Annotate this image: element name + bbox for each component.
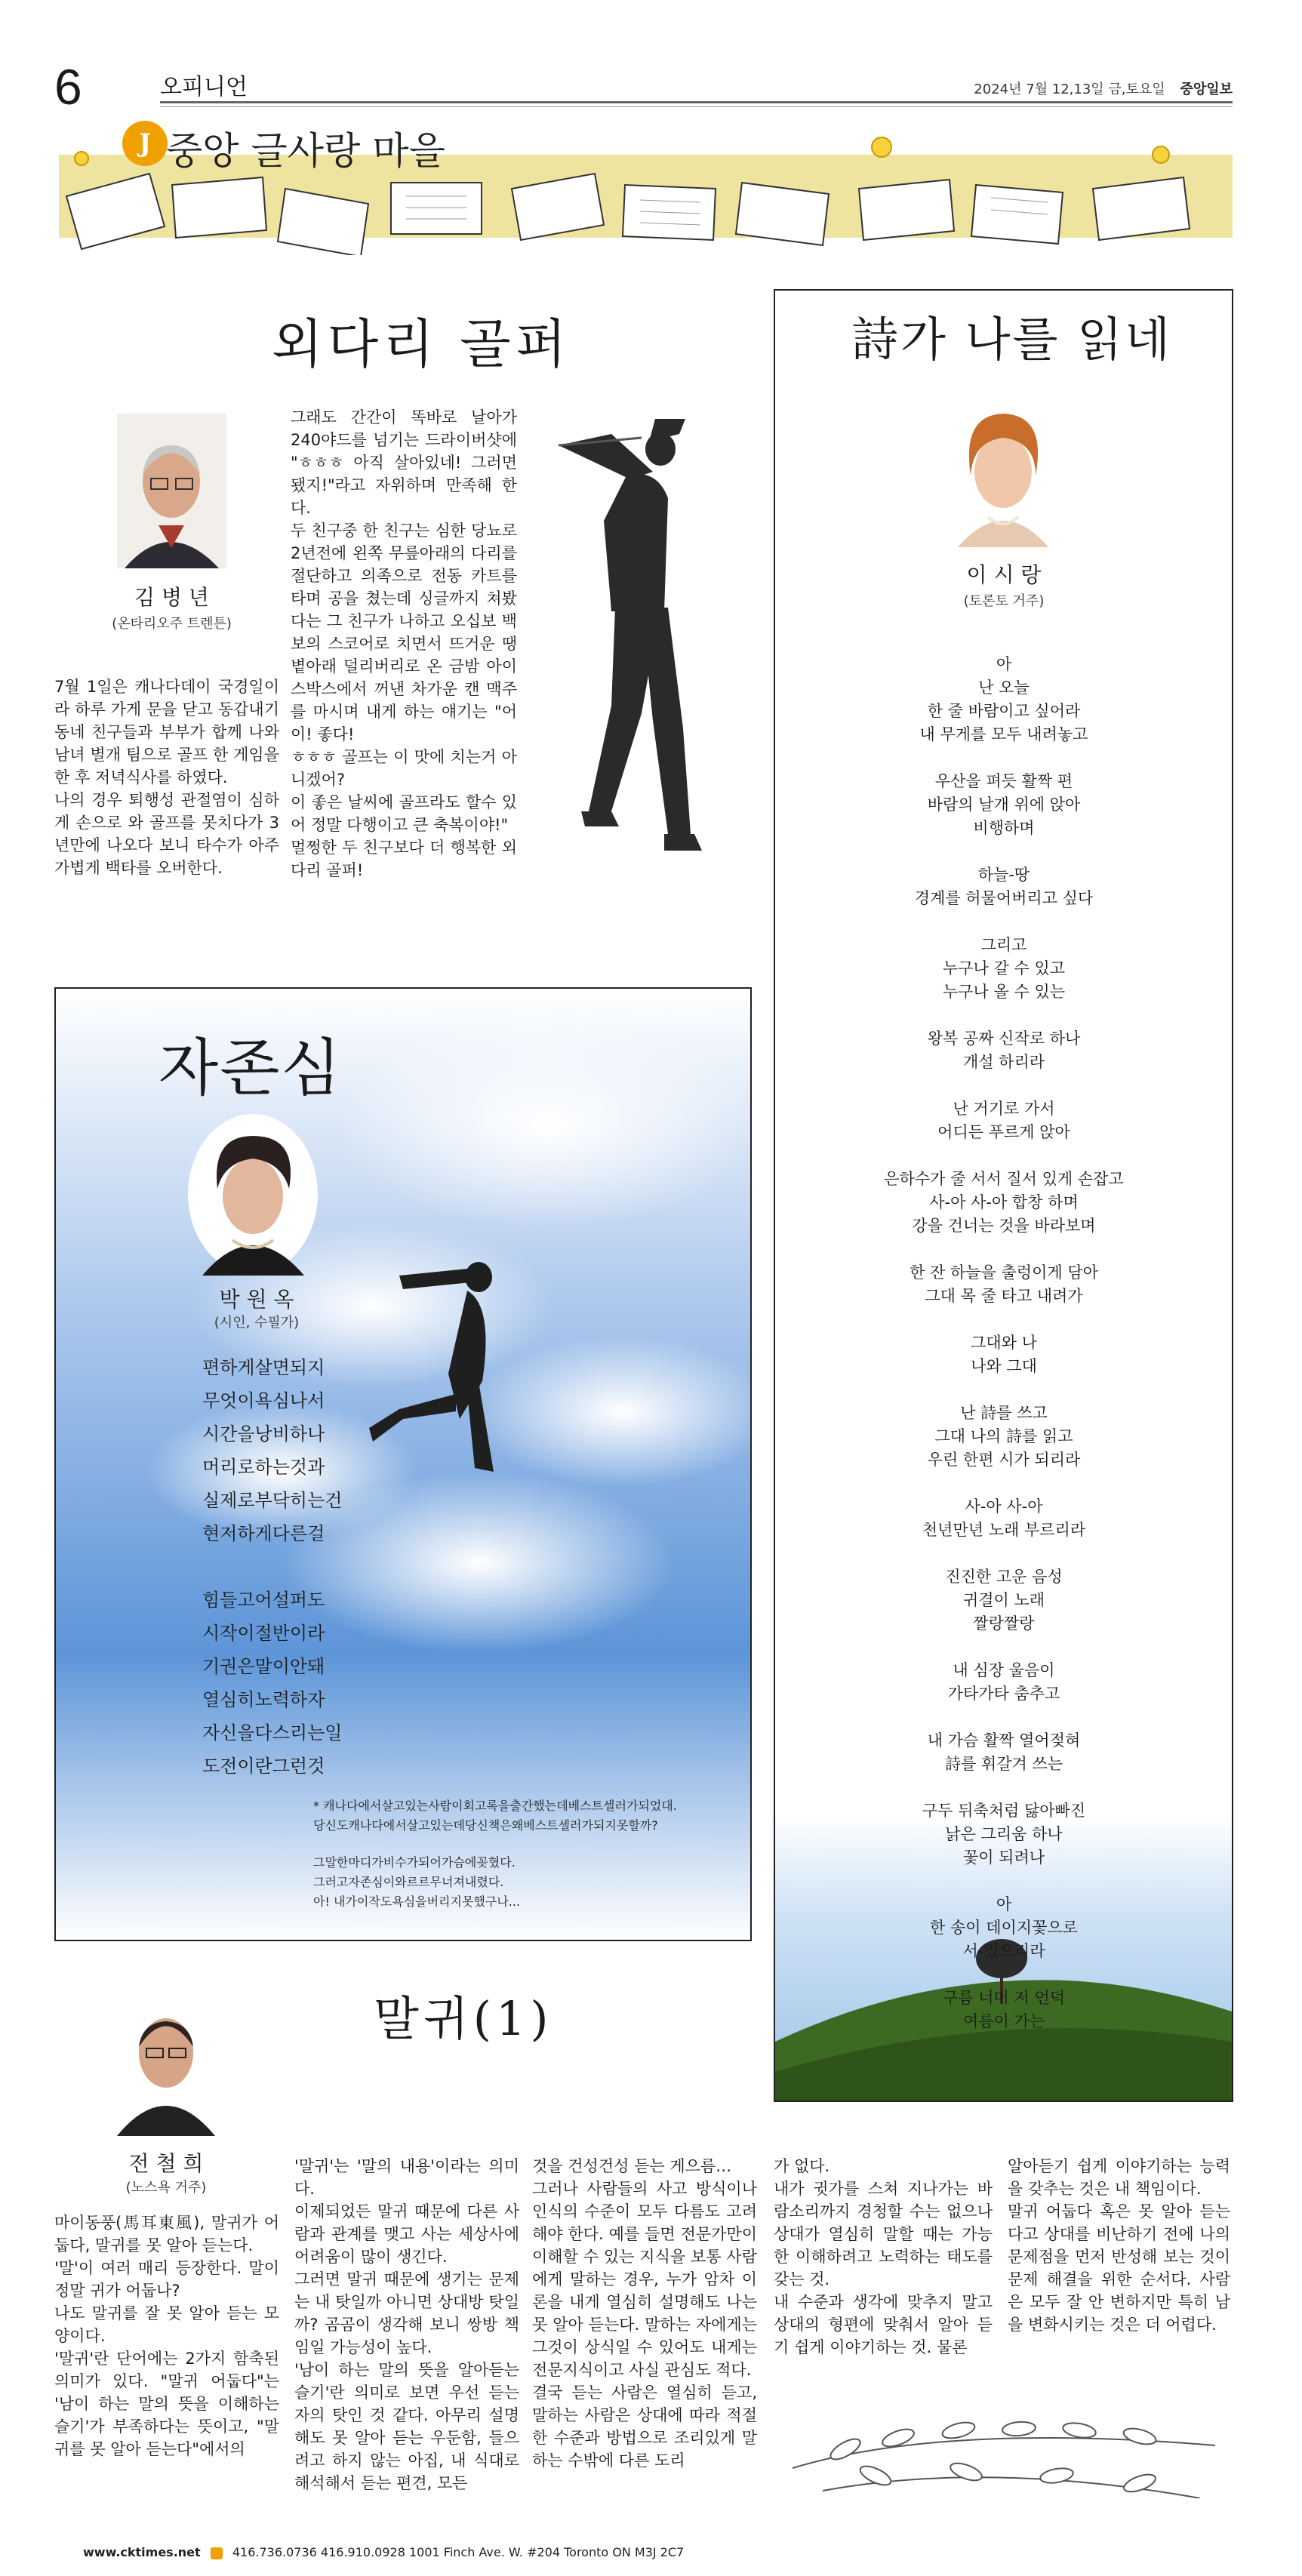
article4-column-3: 것을 건성건성 듣는 게으름… 그러나 사람들의 사고 방식이나 인식의 수준이 모두 다름도 고려해야 한다. 예를 들면 전문가만이 이해할 수 있는 지식을 보통 사람에게 말하는 경우, 누가 암차 이론을 내게 열심히 설명해도 나는 못 알아 듣는다. 말하는 자에게는 그것이 상식일 수 있어도 내게는 전문지식이고 사실 관심도 적다. 결국 듣는 사람은 열심히 듣고, 말하는 사람은 상대에 따라 적절한 수준과 방법으로 조리있게 말하는 수밖에 다른 도리 [532,2157,757,2470]
author-location-kim: (온타리오주 트렌튼) [112,616,232,632]
poem-reads-me-text: 아 난 오늘 한 줄 바람이고 싶어라 내 무게를 모두 내려놓고 우산을 펴듯 활짝 편 바람의 날개 위에 앉아 비행하며 하늘-땅 경계를 허물어버리고 싶다 그리고 누구나 갈 수 있고 누구나 올 수 있는 왕복 공짜 신작로 하나 개설 하리라 난 거기로 가서 어디든 푸르게 앉아 은하수가 줄 서서 질서 있게 손잡고 사-아 사-아 합창 하며 강을 건너는 것을 바라보며 한 잔 하늘을 출렁이게 담아 그대 목 줄 타고 내려가 그대와 나 나와 그대 난 詩를 쓰고 그대 나의 詩를 읽고 우린 한편 시가 되리라 사-아 사-아 천년만년 노래 부르리라 진진한 고운 음성 귀결이 노래 짤랑짤랑 내 심장 울음이 가타가타 춤추고 내 가슴 활짝 열어젖혀 詩를 휘갈겨 쓰는 구두 뒤축처럼 닳아빠진 낡은 그리움 하나 꽃이 되려나 아 한 송이 데이지꽃으로 서-있으리라 구름 너머 저 언덕 여름이 가는 [884,655,1124,2030]
header-rule-thin [160,106,1233,107]
dateline [974,78,1233,98]
author-name-lee: 이 시 랑 [966,562,1042,587]
author-photo-jeon [113,1993,219,2136]
author-name-jeon: 전 철 희 [128,2151,204,2176]
author-location-lee: (토론토 거주) [963,593,1045,609]
article4-column-5: 알아듣기 쉽게 이야기하는 능력을 갖추는 것은 내 책임이다. 말귀 어둡다 혹은 못 알아 듣는다고 상대를 비난하기 전에 나의 문제점을 먼저 반성해 보는 것이 문제 해결을 위한 순서다. 사람은 모두 잘 안 변하지만 특히 남을 변화시키는 것은 더 어렵다. [1008,2157,1230,2334]
article-title-malgwi: 말귀(1) [374,1991,553,2046]
article-title-self-esteem: 자존심 [159,1033,343,1104]
paper-name: 중앙일보 [1180,82,1233,97]
footer [83,2545,684,2559]
article4-column-4: 가 없다. 내가 귓가를 스쳐 지나가는 바람소리까지 경청할 수는 없으나 상대가 열심히 말할 때는 가능한 이해하려고 노력하는 태도를 갖는 것. 내 수준과 생각에 맞추지 말고 상대의 형편에 맞춰서 알아 듣기 쉽게 이야기하는 것. 물론 [774,2157,993,2356]
poem-footnote: * 캐나다에서살고있는사람이회고록을출간했는데베스트셀러가되었대. 당신도캐나다에서살고있는데당신책은왜베스트셀러가되지못할까? [313,1799,677,1833]
column-logo: J [122,121,168,166]
header-rule [160,101,1233,103]
page-number: 6 [54,59,82,115]
footer-contact: 416.736.0736 416.910.0928 1001 Finch Ave. W. #204 Toronto ON M3J 2C7 [232,2545,685,2559]
author-photo-kim [117,414,226,568]
poem-afterword: 그말한마디가비수가되어가슴에꽂혔다. 그러고자존심이와르르무너져내렸다. 아! 내가이작도욕심을버리지못했구나... [313,1855,521,1909]
issue-date: 2024년 7월 12,13일 금,토요일 [974,82,1165,97]
article4-column-1: 마이동풍(馬耳東風), 말귀가 어둡다, 말귀를 못 알아 듣는다. '말'이 여러 매리 등장한다. 말이 정말 귀가 어둡나? 나도 말귀를 잘 못 알아 듣는 모양이다. '말귀'란 단어에는 2가지 함축된 의미가 있다. "말귀 어둡다"는 '남이 하는 말의 뜻을 이해하는 슬기'가 부족하다는 뜻이고, "말귀를 못 알아 듣는다"에서의 [54,2214,279,2458]
phone-icon [211,2547,223,2559]
author-profession-park: (시인, 수필가) [214,1315,300,1331]
article4-column-2: '말귀'는 '말의 내용'이라는 의미다. 이제되었든 말귀 때문에 다른 사람과 관계를 맺고 사는 세상사에 어려움이 많이 생긴다. 그러면 말귀 때문에 생기는 문제는 내 탓일까 아니면 상대방 탓일까? 곰곰이 생각해 보니 쌍방 책임일 가능성이 높다. '남이 하는 말의 뜻을 알아듣는 슬기'란 의미로 보면 우선 듣는 자의 탓인 것 같다. 아무리 설명해도 못 알아 듣는 우둔함, 들으려고 하지 않는 아집, 내 식대로 해석해서 듣는 편견, 모든 [294,2157,519,2492]
author-name-kim: 김 병 년 [134,585,209,610]
author-name-park: 박 원 옥 [219,1287,294,1312]
self-esteem-poem: 편하게살면되지 무엇이욕심나서 시간을낭비하나 머리로하는것과 실제로부닥히는건 현저하게다른걸 힘들고어설퍼도 시작이절반이라 기권은말이안돼 열심히노력하자 자신을다스리는일 도전이란그런것 [202,1357,343,1777]
column-title: 중앙 글사랑 마을 [166,129,445,173]
article1-column-2: 그래도 간간이 똑바로 날아가 240야드를 넘기는 드라이버샷에 "ㅎㅎㅎ 아직 살아있네! 그러면 됐지!"라고 자위하며 만족해 한다. 두 친구중 한 친구는 심한 당뇨로 2년전에 왼쪽 무릎아래의 다리를 절단하고 의족으로 전동 카트를 타며 공을 쳤는데 싱글까지 쳐봤다는 그 친구가 나하고 오십보 백보의 스코어로 치면서 뜨거운 땡볕아래 덜리버리로 온 금밤 아이스박스에서 꺼낸 차가운 캔 맥주를 마시며 내게 하는 얘기는 "어이! 좋다! ㅎㅎㅎ 골프는 이 맛에 치는거 아니겠어? 이 좋은 날씨에 골프라도 할수 있어 정말 다행이고 큰 축복이야!" 멀쩡한 두 친구보다 더 행복한 외다리 골퍼! [291,408,517,879]
author-photo-lee [946,392,1060,547]
golfer-silhouette-image [536,411,732,857]
leaf-branch-illustration [777,2377,1230,2498]
author-location-jeon: (노스욕 거주) [125,2180,207,2196]
article1-column-1: 7월 1일은 캐나다데이 국경일이라 하루 가게 문을 닫고 동갑내기 동네 친구들과 부부가 합께 나와 남녀 별개 팀으로 골프 한 게임을 한 후 저녁식사를 하였다. 나의 경우 퇴행성 관절염이 심하게 손으로 와 골프를 못치다가 3년만에 나오다 보니 타수가 아주 가볍게 백타를 오버한다. [54,678,279,877]
author-photo-park [187,1113,319,1276]
section-label: 오피니언 [160,74,248,100]
article-title-one-legged-golfer: 외다리 골퍼 [272,313,571,375]
footer-site: www.cktimes.net [83,2545,201,2559]
article-title-poem-reads-me: 詩가 나를 읽네 [851,312,1172,367]
